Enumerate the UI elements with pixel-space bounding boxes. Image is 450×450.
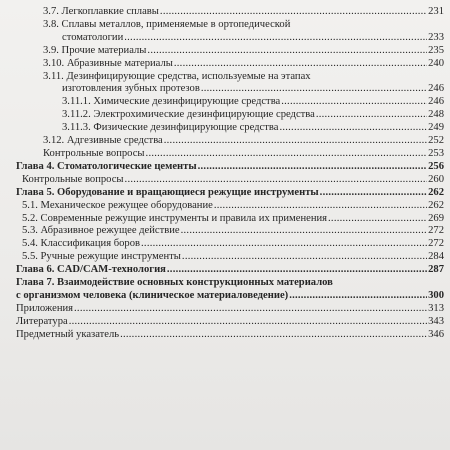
leader-dots [320, 187, 427, 200]
toc-page-number: 246 [428, 96, 444, 108]
toc-entry-label: 5.3. Абразивное режущее действие [22, 225, 180, 237]
toc-page-number: 240 [428, 57, 444, 69]
toc-entry-label: 5.1. Механическое режущее оборудование [22, 199, 213, 211]
toc-entry-5-4[interactable] [16, 238, 444, 251]
leader-dots [141, 238, 427, 251]
toc-page-number: 269 [428, 212, 444, 224]
leader-dots [289, 290, 427, 303]
toc-entry-label: 3.10. Абразивные материалы [43, 57, 173, 69]
toc-entry-label: 5.2. Современные режущие инструменты и правила их применения [22, 212, 328, 224]
toc-page-number: 284 [428, 251, 444, 263]
toc-entry-3-10[interactable] [16, 58, 444, 71]
toc-entry-5-1[interactable] [16, 200, 444, 213]
leader-dots [69, 316, 427, 329]
toc-entry-review-questions-4[interactable] [16, 174, 444, 187]
leader-dots [279, 122, 427, 135]
toc-entry-label: 5.4. Классификация боров [22, 238, 141, 250]
toc-page-number: 260 [428, 173, 444, 185]
toc-page-number: 343 [428, 315, 444, 327]
toc-entry-3-9[interactable] [16, 45, 444, 58]
leader-dots [124, 32, 427, 45]
leader-dots [316, 109, 427, 122]
toc-entry-3-11-2[interactable] [16, 109, 444, 122]
toc-entry-label: 3.9. Прочие материалы [43, 44, 147, 56]
leader-dots [160, 6, 427, 19]
toc-entry-3-11-3[interactable] [16, 122, 444, 135]
toc-entry-3-8[interactable] [16, 19, 444, 45]
toc-entry-label: Глава 5. Оборудование и вращающиеся режущие инструменты [16, 186, 319, 198]
leader-dots [147, 45, 427, 58]
toc-page-number: 256 [428, 160, 444, 172]
toc-page-number: 248 [428, 109, 444, 121]
leader-dots [164, 135, 427, 148]
leader-dots [167, 264, 427, 277]
toc-entry-chapter-5[interactable] [16, 187, 444, 200]
leader-dots [201, 83, 427, 96]
toc-entry-5-2[interactable] [16, 213, 444, 226]
toc-entry-subject-index[interactable] [16, 329, 444, 342]
toc-entry-3-7[interactable] [16, 6, 444, 19]
leader-dots [181, 225, 427, 238]
toc-entry-label: Контрольные вопросы [43, 147, 145, 159]
toc-entry-chapter-4[interactable] [16, 161, 444, 174]
leader-dots [120, 329, 427, 342]
toc-entry-label: Контрольные вопросы [22, 173, 124, 185]
toc-page-number: 272 [428, 225, 444, 237]
leader-dots [328, 213, 427, 226]
toc-entry-label-line1: 3.8. Сплавы металлов, применяемые в ортопедической [43, 18, 291, 30]
table-of-contents [16, 6, 444, 342]
toc-entry-appendices[interactable] [16, 303, 444, 316]
toc-page-number: 272 [428, 238, 444, 250]
leader-dots [281, 96, 427, 109]
toc-page-number: 233 [428, 31, 444, 43]
toc-entry-label: 3.11.3. Физические дезинфицирующие средства [62, 122, 279, 134]
leader-dots [198, 161, 427, 174]
toc-entry-label: 3.12. Адгезивные средства [43, 135, 163, 147]
toc-page-number: 235 [428, 44, 444, 56]
leader-dots [182, 251, 427, 264]
toc-entry-label-line1: 3.11. Дезинфицирующие средства, используемые на этапах [43, 70, 311, 82]
toc-entry-literature[interactable] [16, 316, 444, 329]
toc-page-number: 300 [428, 289, 444, 301]
toc-entry-label: Глава 6. CAD/CAM-технология [16, 264, 166, 276]
toc-entry-label: Предметный указатель [16, 328, 120, 340]
toc-entry-label: Литература [16, 315, 68, 327]
toc-page-number: 249 [428, 122, 444, 134]
toc-entry-label: стоматологии [62, 31, 124, 43]
toc-entry-label-line1: Глава 7. Взаимодействие основных конструкционных материалов [16, 277, 333, 289]
leader-dots [125, 174, 428, 187]
toc-entry-label: изготовления зубных протезов [62, 83, 200, 95]
toc-page-number: 252 [428, 135, 444, 147]
toc-entry-review-questions-3[interactable] [16, 148, 444, 161]
toc-page-number: 262 [428, 199, 444, 211]
toc-page-number: 313 [428, 302, 444, 314]
toc-entry-label: 5.5. Ручные режущие инструменты [22, 251, 181, 263]
toc-entry-label: 3.11.1. Химические дезинфицирующие средства [62, 96, 281, 108]
toc-page-number: 253 [428, 147, 444, 159]
toc-entry-chapter-7[interactable] [16, 277, 444, 303]
toc-entry-3-12[interactable] [16, 135, 444, 148]
leader-dots [174, 58, 427, 71]
toc-entry-5-3[interactable] [16, 225, 444, 238]
leader-dots [214, 200, 427, 213]
toc-entry-label: 3.7. Легкоплавкие сплавы [43, 6, 159, 17]
toc-page-number: 231 [428, 6, 444, 17]
toc-entry-chapter-6[interactable] [16, 264, 444, 277]
toc-page-number: 262 [428, 186, 444, 198]
toc-entry-label: с организмом человека (клиническое материаловедение) [16, 289, 289, 301]
toc-entry-5-5[interactable] [16, 251, 444, 264]
toc-entry-3-11[interactable] [16, 71, 444, 97]
toc-entry-label: 3.11.2. Электрохимические дезинфицирующие средства [62, 109, 315, 121]
toc-entry-3-11-1[interactable] [16, 96, 444, 109]
toc-entry-label: Приложения [16, 302, 74, 314]
leader-dots [74, 303, 427, 316]
leader-dots [146, 148, 428, 161]
toc-entry-label: Глава 4. Стоматологические цементы [16, 160, 197, 172]
toc-page-number: 346 [428, 328, 444, 340]
toc-page-number: 246 [428, 83, 444, 95]
toc-page-number: 287 [428, 264, 444, 276]
